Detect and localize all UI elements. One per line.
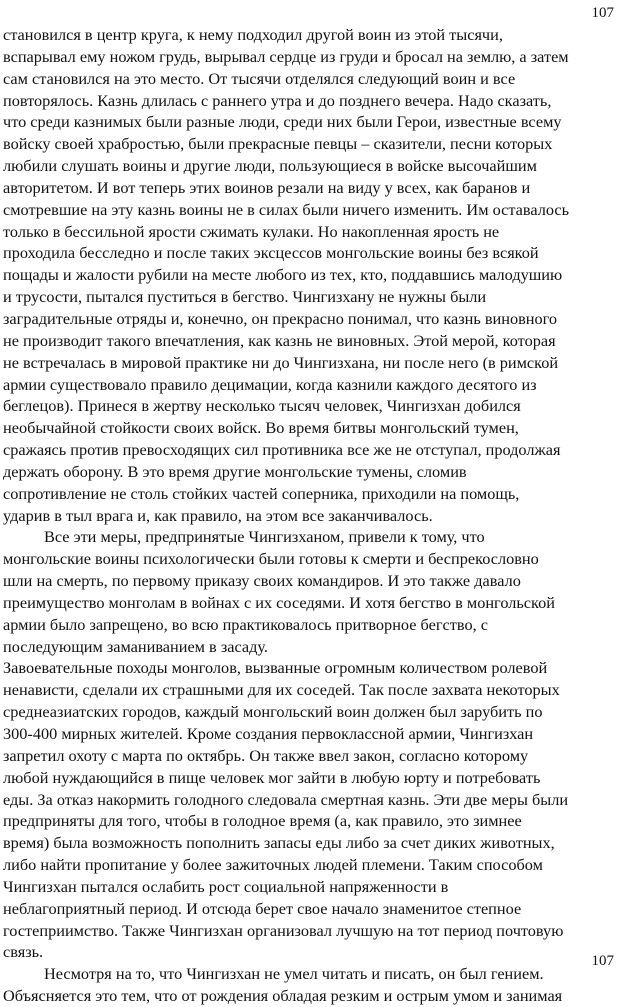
page-number-top: 107 xyxy=(591,5,614,21)
text-line: либо найти пропитание у более зажиточных людей племени. Таким способом xyxy=(3,855,543,875)
text-line: ненависти, сделали их страшными для их соседей. Так после захвата некоторых xyxy=(3,680,560,700)
text-line: авторитетом. И вот теперь этих воинов резали на виду у всех, как баранов и xyxy=(3,177,531,197)
text-line: шли на смерть, по первому приказу своих командиров. И это также давало xyxy=(3,571,521,591)
text-line: не производит такого впечатления, как казнь не виновных. Этой мерой, которая xyxy=(3,330,556,350)
text-line: ударив в тыл врага и, как правило, на этом все заканчивалось. xyxy=(3,505,433,525)
text-line: предприняты для того, чтобы в голодное время (а, как правило, это зимнее xyxy=(3,811,522,831)
text-line: любой нуждающийся в пище человек мог зайти в любую юрту и потребовать xyxy=(3,767,541,787)
text-line: и трусости, пытался пуститься в бегство. Чингизхану не нужны были xyxy=(3,287,487,307)
text-line: войску своей храбростью, были прекрасные певцы – сказители, песни которых xyxy=(3,134,553,154)
text-line: время) была возможность пополнить запасы еды либо за счет диких животных, xyxy=(3,833,555,853)
text-line: еды. За отказ накормить голодного следовала смертная казнь. Эти две меры были xyxy=(3,789,569,809)
text-line: смотревшие на эту казнь воины не в силах были ничего изменить. Им оставалось xyxy=(3,199,570,219)
text-line: вспарывал ему ножом грудь, вырывал сердце из груди и бросал на землю, а затем xyxy=(3,46,569,66)
text-line: необычайной стойкости своих войск. Во время битвы монгольский тумен, xyxy=(3,418,519,438)
text-line: не встречалась в мировой практике ни до Чингизхана, ни после него (в римской xyxy=(3,352,559,372)
text-line: повторялось. Казнь длилась с раннего утра и до позднего вечера. Надо сказать, xyxy=(3,90,552,110)
page-number-bottom: 107 xyxy=(591,953,614,969)
text-line: запретил охоту с марта по октябрь. Он также ввел закон, согласно которому xyxy=(3,745,529,765)
text-line: Завоевательные походы монголов, вызванные огромным количеством ролевой xyxy=(3,658,548,678)
text-line: монгольские воины психологически были готовы к смерти и беспрекословно xyxy=(3,549,539,569)
text-line: пощады и жалости рубили на месте любого из тех, кто, поддавшись малодушию xyxy=(3,265,563,285)
text-line: сам становился на это место. От тысячи отделялся следующий воин и все xyxy=(3,68,516,88)
text-line: сражаясь против превосходящих сил противника все же не отступал, продолжая xyxy=(3,440,561,460)
text-line: Объясняется это тем, что от рождения обладая резким и острым умом и занимая xyxy=(3,986,563,1006)
text-line: только в бессильной ярости сжимать кулаки. Но накопленная ярость не xyxy=(3,221,500,241)
text-line: среднеазиатских городов, каждый монгольский воин должен был зарубить по xyxy=(3,702,543,722)
text-line: преимущество монголам в войнах с их соседями. И хотя бегство в монгольской xyxy=(3,592,555,612)
body-text xyxy=(3,24,615,1007)
text-line: становился в центр круга, к нему подходил другой воин из этой тысячи, xyxy=(3,25,503,44)
text-line: беглецов). Принеся в жертву несколько тысяч человек, Чингизхан добился xyxy=(3,396,521,416)
text-line: армии существовало правило децимации, когда казнили каждого десятого из xyxy=(3,374,537,394)
text-line: последующим заманиванием в засаду. xyxy=(3,636,268,656)
text-line: заградительные отряды и, конечно, он прекрасно понимал, что казнь виновного xyxy=(3,308,558,328)
text-line: Чингизхан пытался ослабить рост социальной напряженности в xyxy=(3,876,449,896)
text-line: связь. xyxy=(3,942,44,962)
text-line: сопротивление не столь стойких частей соперника, приходили на помощь, xyxy=(3,483,520,503)
text-line: 300-400 мирных жителей. Кроме создания первоклассной армии, Чингизхан xyxy=(3,724,534,743)
text-line: проходила бесследно и после таких эксцессов монгольские воины без всякой xyxy=(3,243,539,263)
text-line: Все эти меры, предпринятые Чингизханом, привели к тому, что xyxy=(44,527,485,547)
text-line: неблагоприятный период. И отсюда берет свое начало знаменитое степное xyxy=(3,898,522,918)
text-line: Несмотря на то, что Чингизхан не умел читать и писать, он был гением. xyxy=(44,964,544,984)
text-line: что среди казнимых были разные люди, среди них были Герои, известные всему xyxy=(3,112,562,132)
text-line: любили слушать воины и другие люди, пользующиеся в войске высочайшим xyxy=(3,156,537,176)
text-line: держать оборону. В это время другие монгольские тумены, сломив xyxy=(3,461,467,481)
text-line: армии было запрещено, во всю практиковалось притворное бегство, с xyxy=(3,614,488,634)
text-line: гостеприимство. Также Чингизхан организовал лучшую на тот период почтовую xyxy=(3,920,564,940)
